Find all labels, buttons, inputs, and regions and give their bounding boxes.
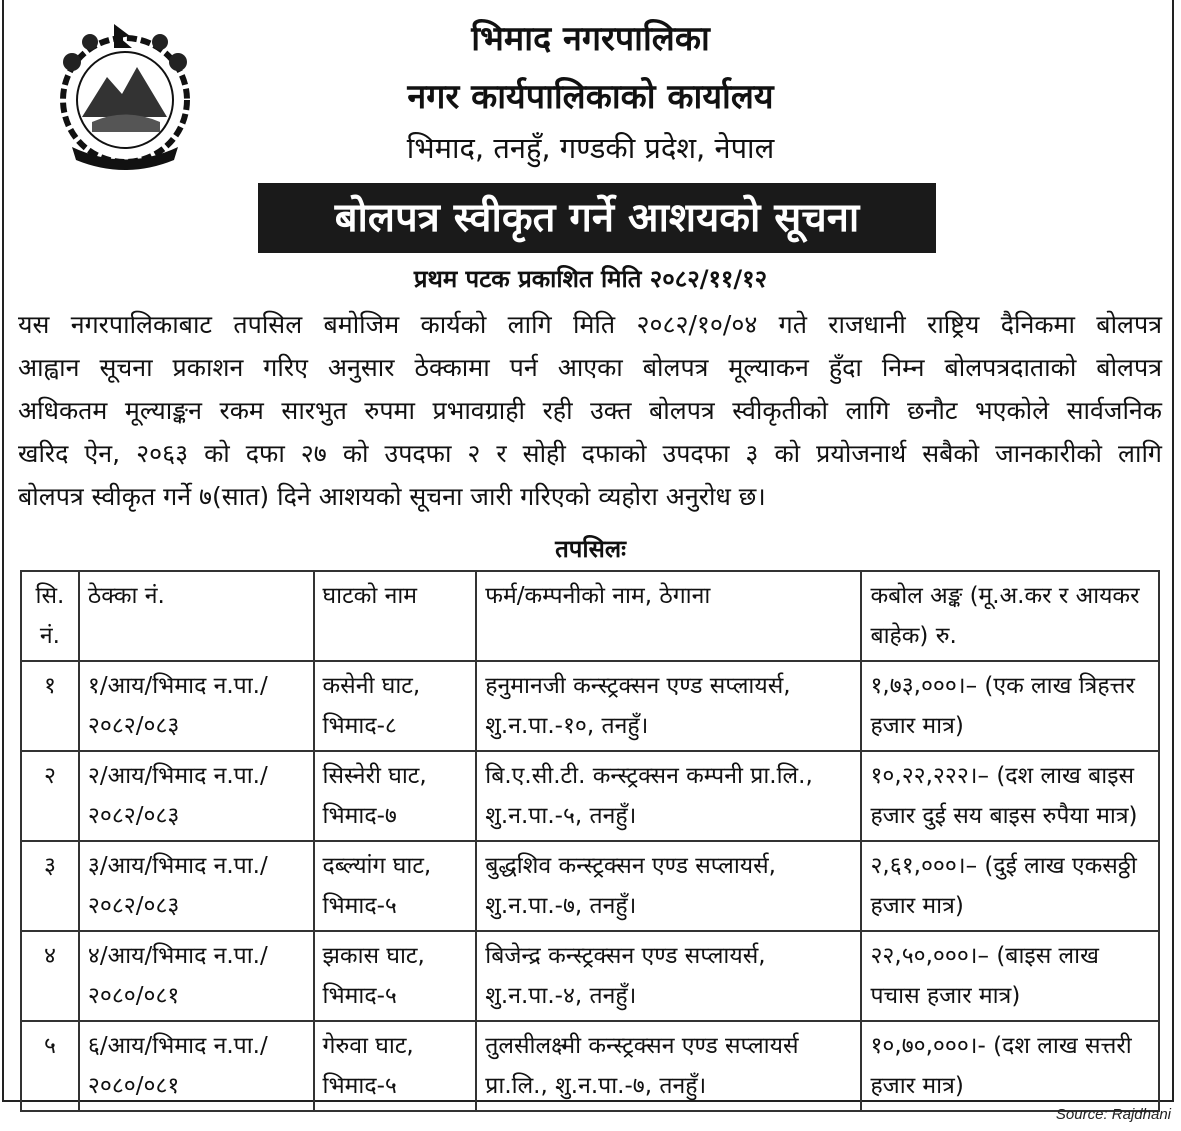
cell-amount: १०,२२,२२२।– (दश लाख बाइस हजार दुई सय बाइस रुपैया मात्र) [861, 751, 1159, 841]
cell-ghat: कसेनी घाट, भिमाद-८ [314, 661, 477, 751]
body-line: खरिद ऐन, २०६३ को दफा २७ को उपदफा २ र सोही दफाको उपदफा ३ को प्रयोजनार्थ सबैको जानकारीको लागि [18, 439, 1162, 468]
header-firm: फर्म/कम्पनीको नाम, ठेगाना [476, 571, 861, 661]
cell-ghat: सिस्नेरी घाट, भिमाद-७ [314, 751, 477, 841]
cell-firm: बुद्धशिव कन्स्ट्रक्सन एण्ड सप्लायर्स, शु.न.पा.-७, तनहुँ। [476, 841, 861, 931]
municipality-name: भिमाद नगरपालिका [471, 19, 710, 59]
body-line: बोलपत्र स्वीकृत गर्ने ७(सात) दिने आशयको सूचना जारी गरिएको व्यहोरा अनुरोध छ। [18, 482, 766, 511]
table-row [21, 931, 1159, 1021]
office-name: नगर कार्यपालिकाको कार्यालय [407, 77, 774, 117]
notice-body [18, 303, 1162, 518]
office-address: भिमाद, तनहुँ, गण्डकी प्रदेश, नेपाल [406, 131, 775, 165]
cell-contract: ३/आय/भिमाद न.पा./२०८२/०८३ [79, 841, 314, 931]
table-row [21, 841, 1159, 931]
source-credit: Source: Rajdhani [1055, 1106, 1171, 1123]
cell-contract: ६/आय/भिमाद न.पा./२०८०/०८१ [79, 1021, 314, 1111]
cell-firm: हनुमानजी कन्स्ट्रक्सन एण्ड सप्लायर्स, शु.न.पा.-१०, तनहुँ। [476, 661, 861, 751]
body-line: अधिकतम मूल्याङ्कन रकम सारभुत रुपमा प्रभावग्राही रही उक्त बोलपत्र स्वीकृतीको लागि छनौट भएकोले सार्वजनिक [18, 396, 1162, 425]
published-date: प्रथम पटक प्रकाशित मिति २०८२/११/१२ [413, 265, 768, 293]
table-row [21, 661, 1159, 751]
cell-serial: १ [21, 661, 79, 751]
cell-firm: तुलसीलक्ष्मी कन्स्ट्रक्सन एण्ड सप्लायर्स प्रा.लि., शु.न.पा.-७, तनहुँ। [476, 1021, 861, 1111]
cell-serial: ४ [21, 931, 79, 1021]
details-heading: तपसिलः [555, 535, 626, 563]
body-line: आह्वान सूचना प्रकाशन गरिए अनुसार ठेक्कामा पर्न आएका बोलपत्र मूल्याकन हुँदा निम्न बोलपत्रदाताको बोलपत्र [18, 353, 1162, 382]
cell-serial: २ [21, 751, 79, 841]
bid-table [20, 570, 1160, 1112]
notice-title: बोलपत्र स्वीकृत गर्ने आशयको सूचना [258, 183, 936, 253]
cell-serial: ३ [21, 841, 79, 931]
table-row [21, 751, 1159, 841]
table-header-row [21, 571, 1159, 661]
header-contract: ठेक्का नं. [79, 571, 314, 661]
cell-serial: ५ [21, 1021, 79, 1111]
cell-contract: २/आय/भिमाद न.पा./२०८२/०८३ [79, 751, 314, 841]
cell-ghat: झकास घाट, भिमाद-५ [314, 931, 477, 1021]
cell-ghat: गेरुवा घाट, भिमाद-५ [314, 1021, 477, 1111]
cell-amount: १०,७०,०००।- (दश लाख सत्तरी हजार मात्र) [861, 1021, 1159, 1111]
table-row [21, 1021, 1159, 1111]
cell-amount: २,६१,०००।– (दुई लाख एकसठ्ठी हजार मात्र) [861, 841, 1159, 931]
cell-amount: २२,५०,०००।– (बाइस लाख पचास हजार मात्र) [861, 931, 1159, 1021]
cell-firm: बि.ए.सी.टी. कन्स्ट्रक्सन कम्पनी प्रा.लि., शु.न.पा.-५, तनहुँ। [476, 751, 861, 841]
body-line: यस नगरपालिकाबाट तपसिल बमोजिम कार्यको लागि मिति २०८२/१०/०४ गते राजधानी राष्ट्रिय दैनिकमा बोलपत्र [18, 310, 1162, 339]
header-amount: कबोल अङ्क (मू.अ.कर र आयकर बाहेक) रु. [861, 571, 1159, 661]
cell-amount: १,७३,०००।– (एक लाख त्रिहत्तर हजार मात्र) [861, 661, 1159, 751]
cell-firm: बिजेन्द्र कन्स्ट्रक्सन एण्ड सप्लायर्स, शु.न.पा.-४, तनहुँ। [476, 931, 861, 1021]
header-serial: सि. नं. [21, 571, 79, 661]
cell-ghat: दब्ल्यांग घाट, भिमाद-५ [314, 841, 477, 931]
cell-contract: ४/आय/भिमाद न.पा./२०८०/०८१ [79, 931, 314, 1021]
header-ghat: घाटको नाम [314, 571, 477, 661]
cell-contract: १/आय/भिमाद न.पा./२०८२/०८३ [79, 661, 314, 751]
